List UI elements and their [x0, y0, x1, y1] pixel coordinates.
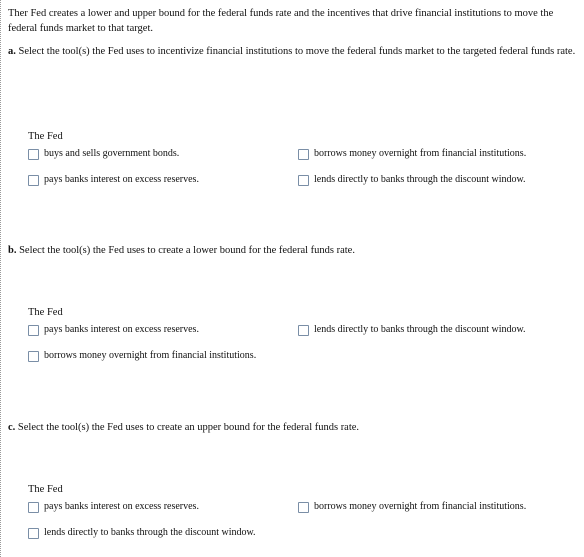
qc-option-discount-window[interactable] [28, 526, 256, 540]
qa-option-3-label: pays banks interest on excess reserves. [44, 174, 199, 185]
qa-checkbox-3[interactable] [28, 175, 39, 186]
qa-checkbox-4[interactable] [298, 175, 309, 186]
question-c [8, 420, 578, 436]
qc-checkbox-2[interactable] [298, 502, 309, 513]
qc-checkbox-1[interactable] [28, 502, 39, 513]
qc-option-2-label: borrows money overnight from financial institutions. [314, 501, 527, 512]
qb-checkbox-2[interactable] [298, 325, 309, 336]
qc-option-borrows-overnight[interactable] [298, 500, 526, 514]
question-b [8, 243, 578, 259]
question-c-letter: c. [8, 422, 16, 433]
qc-option-1-label: pays banks interest on excess reserves. [44, 501, 199, 512]
qa-option-buys-sells-bonds[interactable] [28, 147, 179, 161]
qc-option-pays-interest[interactable] [28, 500, 199, 514]
qc-option-3-label: lends directly to banks through the discount window. [44, 527, 256, 538]
qa-checkbox-2[interactable] [298, 149, 309, 160]
qa-checkbox-1[interactable] [28, 149, 39, 160]
qb-checkbox-3[interactable] [28, 351, 39, 362]
qa-option-2-label: borrows money overnight from financial institutions. [314, 148, 527, 159]
left-dotted-rule [0, 0, 1, 557]
question-b-group-label: The Fed [28, 307, 63, 318]
qb-checkbox-1[interactable] [28, 325, 39, 336]
question-c-prompt: Select the tool(s) the Fed uses to create an upper bound for the federal funds rate. [17, 422, 360, 433]
qa-option-discount-window[interactable] [298, 173, 526, 187]
qb-option-3-label: borrows money overnight from financial institutions. [44, 350, 257, 361]
qa-option-4-label: lends directly to banks through the discount window. [314, 174, 526, 185]
qa-option-borrows-overnight[interactable] [298, 147, 526, 161]
question-c-group-label: The Fed [28, 484, 63, 495]
question-b-letter: b. [8, 245, 17, 256]
qb-option-discount-window[interactable] [298, 323, 526, 337]
question-a-group-label: The Fed [28, 131, 63, 142]
qc-checkbox-3[interactable] [28, 528, 39, 539]
qb-option-borrows-overnight[interactable] [28, 349, 256, 363]
question-a-prompt: Select the tool(s) the Fed uses to incentivize financial institutions to move the federal funds market to the targeted federal funds rate. [18, 46, 576, 57]
question-a [8, 44, 578, 60]
question-b-prompt: Select the tool(s) the Fed uses to create a lower bound for the federal funds rate. [19, 245, 355, 256]
qa-option-1-label: buys and sells government bonds. [44, 148, 180, 159]
qb-option-1-label: pays banks interest on excess reserves. [44, 324, 199, 335]
qa-option-pays-interest[interactable] [28, 173, 199, 187]
qb-option-pays-interest[interactable] [28, 323, 199, 337]
qb-option-2-label: lends directly to banks through the discount window. [314, 324, 526, 335]
intro-text: Ther Fed creates a lower and upper bound for the federal funds rate and the incentives that drive financial institutions to move the federal funds market to that target. [8, 8, 554, 34]
question-a-letter: a. [8, 46, 16, 57]
